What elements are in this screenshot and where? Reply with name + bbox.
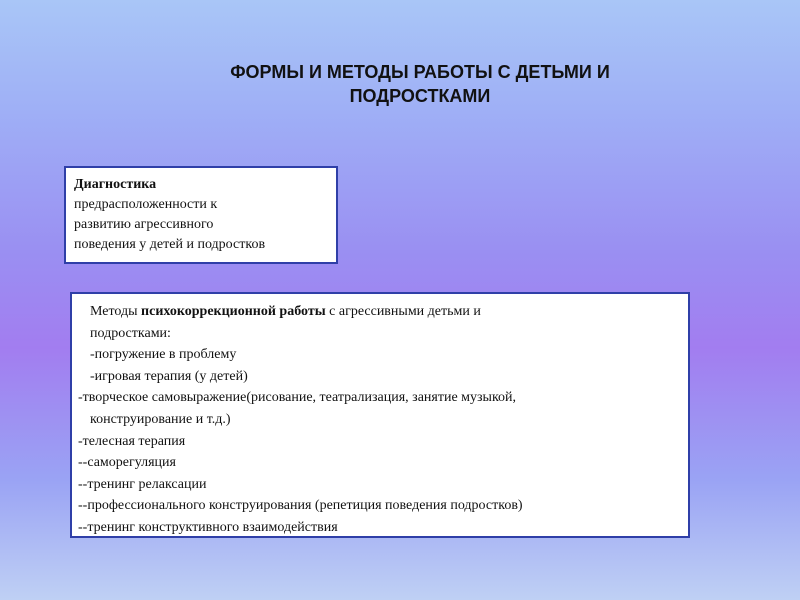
diagnostics-heading: Диагностика <box>74 177 157 192</box>
diagnostics-line-3: поведения у детей и подростков <box>74 237 266 252</box>
diagnostics-line-1: предрасположенности к <box>74 197 218 212</box>
methods-item: --профессионального конструирования (репетиция поведения подростков) <box>78 498 523 514</box>
methods-item: --тренинг конструктивного взаимодействия <box>78 519 338 535</box>
methods-item: -погружение в проблему <box>90 347 237 363</box>
diagnostics-line-2: развитию агрессивного <box>74 217 214 232</box>
slide-title <box>150 60 690 108</box>
methods-intro-bold: психокоррекционной работы <box>141 304 326 319</box>
methods-item: -телесная терапия <box>78 433 186 449</box>
slide-title-line-2: ПОДРОСТКАМИ <box>349 86 491 106</box>
methods-item: -игровая терапия (у детей) <box>90 368 248 384</box>
diagnostics-box <box>64 166 338 264</box>
methods-intro-line-2: подростками: <box>90 325 171 341</box>
slide-title-line-1: ФОРМЫ И МЕТОДЫ РАБОТЫ С ДЕТЬМИ И <box>230 62 610 82</box>
methods-item: --тренинг релаксации <box>78 476 207 492</box>
methods-intro-prefix: Методы <box>90 304 142 319</box>
methods-item: --саморегуляция <box>78 455 176 471</box>
methods-intro <box>78 301 682 323</box>
methods-item: конструирование и т.д.) <box>90 411 231 427</box>
methods-box <box>70 292 690 538</box>
methods-intro-suffix: с агрессивными детьми и <box>325 304 481 319</box>
methods-item: -творческое самовыражение(рисование, театрализация, занятие музыкой, <box>78 390 517 406</box>
